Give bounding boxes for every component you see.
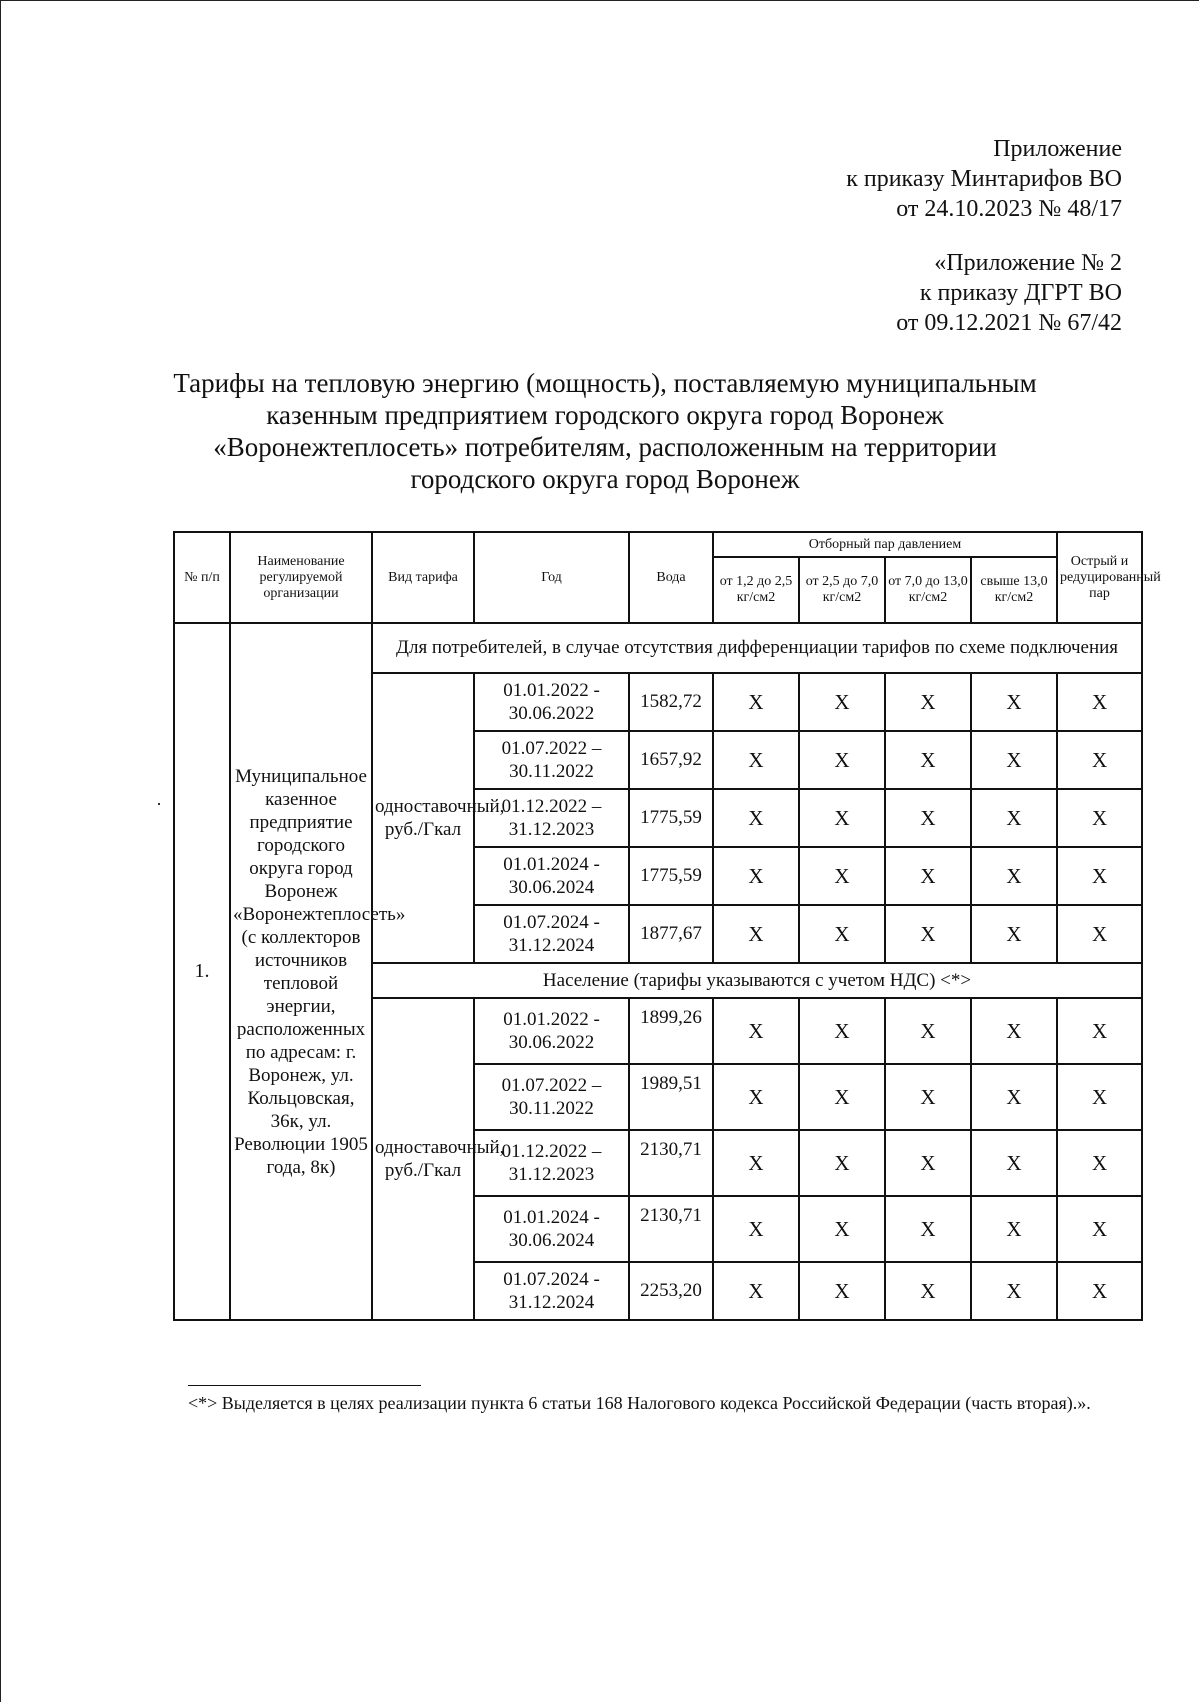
steam-2-cell: X [799,673,885,731]
row-number: 1. [174,623,230,1320]
period: 01.07.2024 - 31.12.2024 [474,1262,629,1320]
header-steam-3: от 7,0 до 13,0 кг/см2 [885,557,971,623]
header-year: Год [474,532,629,623]
sharp-steam-cell: X [1057,789,1142,847]
steam-3-cell: X [885,789,971,847]
water-value: 2130,71 [629,1130,713,1196]
steam-3-cell: X [885,1196,971,1262]
steam-1-cell: X [713,998,799,1064]
steam-1-cell: X [713,1130,799,1196]
appendix-2-header-line: «Приложение № 2 [934,250,1122,276]
title-line: казенным предприятием городского округа город Воронеж [266,400,944,430]
header-water: Вода [629,532,713,623]
sharp-steam-cell: X [1057,731,1142,789]
water-value: 1582,72 [629,673,713,731]
steam-4-cell: X [971,1064,1057,1130]
steam-2-cell: X [799,847,885,905]
water-value: 1775,59 [629,847,713,905]
steam-1-cell: X [713,1262,799,1320]
steam-1-cell: X [713,673,799,731]
steam-3-cell: X [885,673,971,731]
steam-2-cell: X [799,998,885,1064]
steam-1-cell: X [713,847,799,905]
steam-4-cell: X [971,905,1057,963]
steam-2-cell: X [799,731,885,789]
steam-4-cell: X [971,1262,1057,1320]
steam-3-cell: X [885,998,971,1064]
sharp-steam-cell: X [1057,905,1142,963]
appendix-2-header-line: от 09.12.2021 № 67/42 [896,310,1122,336]
steam-1-cell: X [713,1196,799,1262]
header-tariff-type: Вид тарифа [372,532,474,623]
footnote: <*> Выделяется в целях реализации пункта 6 статьи 168 Налогового кодекса Российской Федерации (часть вторая).». [188,1393,1091,1413]
sharp-steam-cell: X [1057,1064,1142,1130]
steam-1-cell: X [713,789,799,847]
steam-2-cell: X [799,1064,885,1130]
sharp-steam-cell: X [1057,847,1142,905]
steam-1-cell: X [713,1064,799,1130]
sharp-steam-cell: X [1057,1130,1142,1196]
appendix-2-header [896,248,1122,338]
steam-3-cell: X [885,1130,971,1196]
steam-2-cell: X [799,1262,885,1320]
steam-1-cell: X [713,731,799,789]
organization-name: Муниципальное казенное предприятие городского округа город Воронеж «Воронежтеплосеть» (с коллекторов источников тепловой энергии, расположенных по адресам: г. Воронеж, ул. Кольцовская, 36к, ул. Революции 1905 года, 8к) [230,623,372,1320]
steam-3-cell: X [885,1064,971,1130]
sharp-steam-cell: X [1057,1262,1142,1320]
footnote-rule [188,1385,421,1386]
header-steam-2: от 2,5 до 7,0 кг/см2 [799,557,885,623]
period: 01.01.2022 - 30.06.2022 [474,673,629,731]
water-value: 1899,26 [629,998,713,1064]
header-num: № п/п [174,532,230,623]
title-line: городского округа город Воронеж [410,464,800,494]
steam-1-cell: X [713,905,799,963]
period: 01.12.2022 – 31.12.2023 [474,1130,629,1196]
period: 01.01.2022 - 30.06.2022 [474,998,629,1064]
appendix-header-line: к приказу Минтарифов ВО [846,166,1122,192]
steam-3-cell: X [885,731,971,789]
tariff-type: одноставочный, руб./Гкал [372,998,474,1320]
water-value: 1877,67 [629,905,713,963]
sharp-steam-cell: X [1057,1196,1142,1262]
section-title: Население (тарифы указываются с учетом НДС) <*> [372,963,1142,998]
steam-3-cell: X [885,847,971,905]
period: 01.07.2022 – 30.11.2022 [474,1064,629,1130]
section-title: Для потребителей, в случае отсутствия дифференциации тарифов по схеме подключения [372,623,1142,673]
appendix-2-header-line: к приказу ДГРТ ВО [919,280,1122,306]
period: 01.01.2024 - 30.06.2024 [474,1196,629,1262]
title-line: Тарифы на тепловую энергию (мощность), поставляемую муниципальным [173,368,1037,398]
period: 01.01.2024 - 30.06.2024 [474,847,629,905]
steam-2-cell: X [799,789,885,847]
period: 01.07.2024 - 31.12.2024 [474,905,629,963]
steam-4-cell: X [971,731,1057,789]
title-line: «Воронежтеплосеть» потребителям, расположенным на территории [213,432,997,462]
water-value: 1657,92 [629,731,713,789]
appendix-header-line: от 24.10.2023 № 48/17 [896,196,1122,222]
water-value: 2253,20 [629,1262,713,1320]
appendix-header [846,134,1122,224]
water-value: 2130,71 [629,1196,713,1262]
header-sharp-steam: Острый и редуцированный пар [1057,532,1142,623]
steam-4-cell: X [971,998,1057,1064]
steam-4-cell: X [971,847,1057,905]
document-title [150,367,1060,495]
header-steam-4: свыше 13,0 кг/см2 [971,557,1057,623]
scan-speck [158,803,160,805]
steam-4-cell: X [971,673,1057,731]
sharp-steam-cell: X [1057,998,1142,1064]
header-org: Наименование регулируемой организации [230,532,372,623]
header-steam-group: Отборный пар давлением [713,532,1057,557]
steam-4-cell: X [971,789,1057,847]
steam-2-cell: X [799,905,885,963]
water-value: 1989,51 [629,1064,713,1130]
tariff-table [173,531,1161,1321]
steam-2-cell: X [799,1130,885,1196]
sharp-steam-cell: X [1057,673,1142,731]
header-steam-1: от 1,2 до 2,5 кг/см2 [713,557,799,623]
steam-4-cell: X [971,1130,1057,1196]
tariff-type: одноставочный, руб./Гкал [372,673,474,963]
appendix-header-line: Приложение [993,136,1122,162]
steam-4-cell: X [971,1196,1057,1262]
period: 01.12.2022 – 31.12.2023 [474,789,629,847]
water-value: 1775,59 [629,789,713,847]
steam-3-cell: X [885,1262,971,1320]
period: 01.07.2022 – 30.11.2022 [474,731,629,789]
steam-2-cell: X [799,1196,885,1262]
steam-3-cell: X [885,905,971,963]
